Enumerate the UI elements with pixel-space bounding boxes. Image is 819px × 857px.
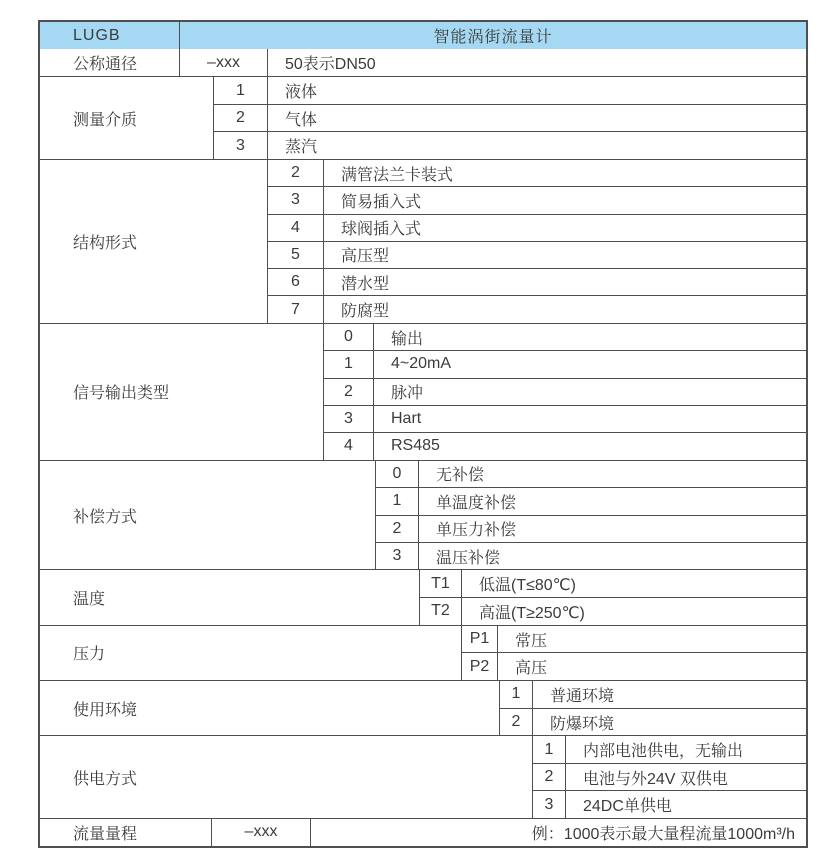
- compensation-mode-row: [376, 515, 806, 542]
- pressure-code-cell: P2: [462, 653, 498, 680]
- signal-output-type-row: [324, 432, 806, 459]
- flow-range-rows: [212, 819, 806, 846]
- pressure-value-cell: 高压: [515, 660, 548, 678]
- power-supply-row: [533, 763, 806, 791]
- temperature-label: 温度: [40, 570, 420, 624]
- power-supply-value-cell: 电池与外24V 双供电: [583, 770, 728, 788]
- model-code-cell: LUGB: [40, 22, 180, 49]
- structure-type-row: [268, 295, 806, 322]
- temperature-code-cell: T1: [420, 570, 462, 597]
- nominal-diameter-label: 公称通径: [40, 49, 180, 76]
- structure-type-value-cell: 球阀插入式: [341, 221, 422, 239]
- compensation-mode-row: [376, 542, 806, 569]
- compensation-mode-value-cell: 无补偿: [436, 467, 485, 485]
- section-flow-range: [40, 818, 806, 846]
- section-nominal-diameter: [40, 49, 806, 76]
- signal-output-type-code-cell: 1: [324, 351, 374, 377]
- operating-environment-value-cell: 防爆环境: [550, 715, 615, 733]
- temperature-value-cell: 低温(T≤80℃): [479, 577, 576, 595]
- power-supply-code-cell: 1: [533, 736, 566, 763]
- measuring-medium-row: [214, 131, 806, 159]
- pressure-code-cell: P1: [462, 626, 498, 653]
- structure-type-value-cell: 高压型: [341, 248, 390, 266]
- signal-output-type-row: [324, 378, 806, 405]
- temperature-code-cell: T2: [420, 598, 462, 625]
- compensation-mode-row: [376, 461, 806, 487]
- section-operating-environment: [40, 680, 806, 735]
- section-power-supply: [40, 735, 806, 818]
- structure-type-rows: [268, 160, 806, 323]
- signal-output-type-label: 信号输出类型: [40, 324, 324, 460]
- section-compensation-mode: [40, 460, 806, 570]
- flow-range-code-cell: –xxx: [212, 819, 311, 846]
- signal-output-type-code-cell: 2: [324, 379, 374, 405]
- temperature-rows: [420, 570, 806, 624]
- compensation-mode-code-cell: 1: [376, 488, 419, 514]
- compensation-mode-row: [376, 487, 806, 514]
- structure-type-value-cell: 简易插入式: [341, 193, 422, 211]
- structure-type-value-cell: 防腐型: [341, 303, 390, 321]
- signal-output-type-code-cell: 4: [324, 433, 374, 459]
- power-supply-value-cell: 内部电池供电，无输出: [583, 743, 744, 761]
- compensation-mode-label: 补偿方式: [40, 461, 376, 570]
- pressure-value-cell: 常压: [515, 632, 548, 650]
- structure-type-value-cell: 满管法兰卡装式: [341, 166, 454, 184]
- structure-type-row: [268, 268, 806, 295]
- power-supply-value-cell: 24DC单供电: [583, 798, 672, 816]
- compensation-mode-value-cell: 单温度补偿: [436, 494, 517, 512]
- nominal-diameter-value-cell: 50表示DN50: [285, 56, 376, 74]
- operating-environment-row: [500, 681, 806, 708]
- section-measuring-medium: [40, 76, 806, 159]
- measuring-medium-code-cell: 2: [214, 105, 268, 132]
- temperature-value-cell: 高温(T≥250℃): [479, 604, 585, 622]
- measuring-medium-value-cell: 蒸汽: [285, 139, 318, 157]
- section-signal-output-type: [40, 323, 806, 460]
- compensation-mode-rows: [376, 461, 806, 570]
- signal-output-type-row: [324, 350, 806, 377]
- measuring-medium-row: [214, 77, 806, 104]
- section-structure-type: [40, 159, 806, 323]
- measuring-medium-value-cell: 液体: [285, 84, 318, 102]
- power-supply-row: [533, 790, 806, 818]
- measuring-medium-rows: [214, 77, 806, 159]
- temperature-row: [420, 570, 806, 597]
- signal-output-type-value-cell: RS485: [391, 437, 440, 455]
- structure-type-row: [268, 214, 806, 241]
- structure-type-row: [268, 241, 806, 268]
- nominal-diameter-code-cell: –xxx: [180, 49, 268, 76]
- structure-type-code-cell: 3: [268, 187, 324, 213]
- product-title-cell: 智能涡街流量计: [433, 29, 553, 47]
- pressure-row: [462, 626, 806, 653]
- structure-type-row: [268, 186, 806, 213]
- signal-output-type-value-cell: Hart: [391, 410, 422, 428]
- compensation-mode-value-cell: 温压补偿: [436, 549, 501, 567]
- flow-range-label: 流量量程: [40, 819, 212, 846]
- structure-type-label: 结构形式: [40, 160, 268, 323]
- signal-output-type-row: [324, 405, 806, 432]
- structure-type-code-cell: 6: [268, 269, 324, 295]
- power-supply-code-cell: 2: [533, 764, 566, 791]
- measuring-medium-row: [214, 104, 806, 132]
- signal-output-type-value-cell: 4~20mA: [391, 355, 452, 373]
- pressure-rows: [462, 626, 806, 680]
- signal-output-type-rows: [324, 324, 806, 460]
- power-supply-row: [533, 736, 806, 763]
- power-supply-code-cell: 3: [533, 791, 566, 818]
- operating-environment-code-cell: 2: [500, 709, 533, 736]
- section-temperature: [40, 569, 806, 624]
- pressure-row: [462, 652, 806, 680]
- nominal-diameter-row: [180, 49, 806, 76]
- signal-output-type-row: [324, 324, 806, 350]
- flow-range-row: [212, 819, 806, 846]
- nominal-diameter-rows: [180, 49, 806, 76]
- structure-type-value-cell: 潜水型: [341, 275, 390, 293]
- operating-environment-value-cell: 普通环境: [550, 687, 615, 705]
- measuring-medium-label: 测量介质: [40, 77, 214, 159]
- power-supply-label: 供电方式: [40, 736, 533, 818]
- table-header-row: [40, 22, 806, 49]
- operating-environment-label: 使用环境: [40, 681, 500, 735]
- structure-type-row: [268, 160, 806, 186]
- structure-type-code-cell: 2: [268, 160, 324, 186]
- signal-output-type-code-cell: 0: [324, 324, 374, 350]
- section-pressure: [40, 625, 806, 680]
- compensation-mode-value-cell: 单压力补偿: [436, 522, 517, 540]
- flow-range-value-cell: 例：1000表示最大量程流量1000m³/h: [531, 825, 795, 843]
- compensation-mode-code-cell: 3: [376, 543, 419, 569]
- structure-type-code-cell: 4: [268, 215, 324, 241]
- model-selection-table: [38, 20, 808, 848]
- operating-environment-row: [500, 708, 806, 736]
- compensation-mode-code-cell: 0: [376, 461, 419, 487]
- signal-output-type-code-cell: 3: [324, 406, 374, 432]
- measuring-medium-value-cell: 气体: [285, 111, 318, 129]
- signal-output-type-value-cell: 脉冲: [391, 385, 424, 403]
- measuring-medium-code-cell: 3: [214, 132, 268, 159]
- signal-output-type-value-cell: 输出: [391, 330, 424, 348]
- operating-environment-rows: [500, 681, 806, 735]
- power-supply-rows: [533, 736, 806, 818]
- measuring-medium-code-cell: 1: [214, 77, 268, 104]
- compensation-mode-code-cell: 2: [376, 516, 419, 542]
- structure-type-code-cell: 7: [268, 296, 324, 322]
- structure-type-code-cell: 5: [268, 242, 324, 268]
- operating-environment-code-cell: 1: [500, 681, 533, 708]
- temperature-row: [420, 597, 806, 625]
- pressure-label: 压力: [40, 626, 462, 680]
